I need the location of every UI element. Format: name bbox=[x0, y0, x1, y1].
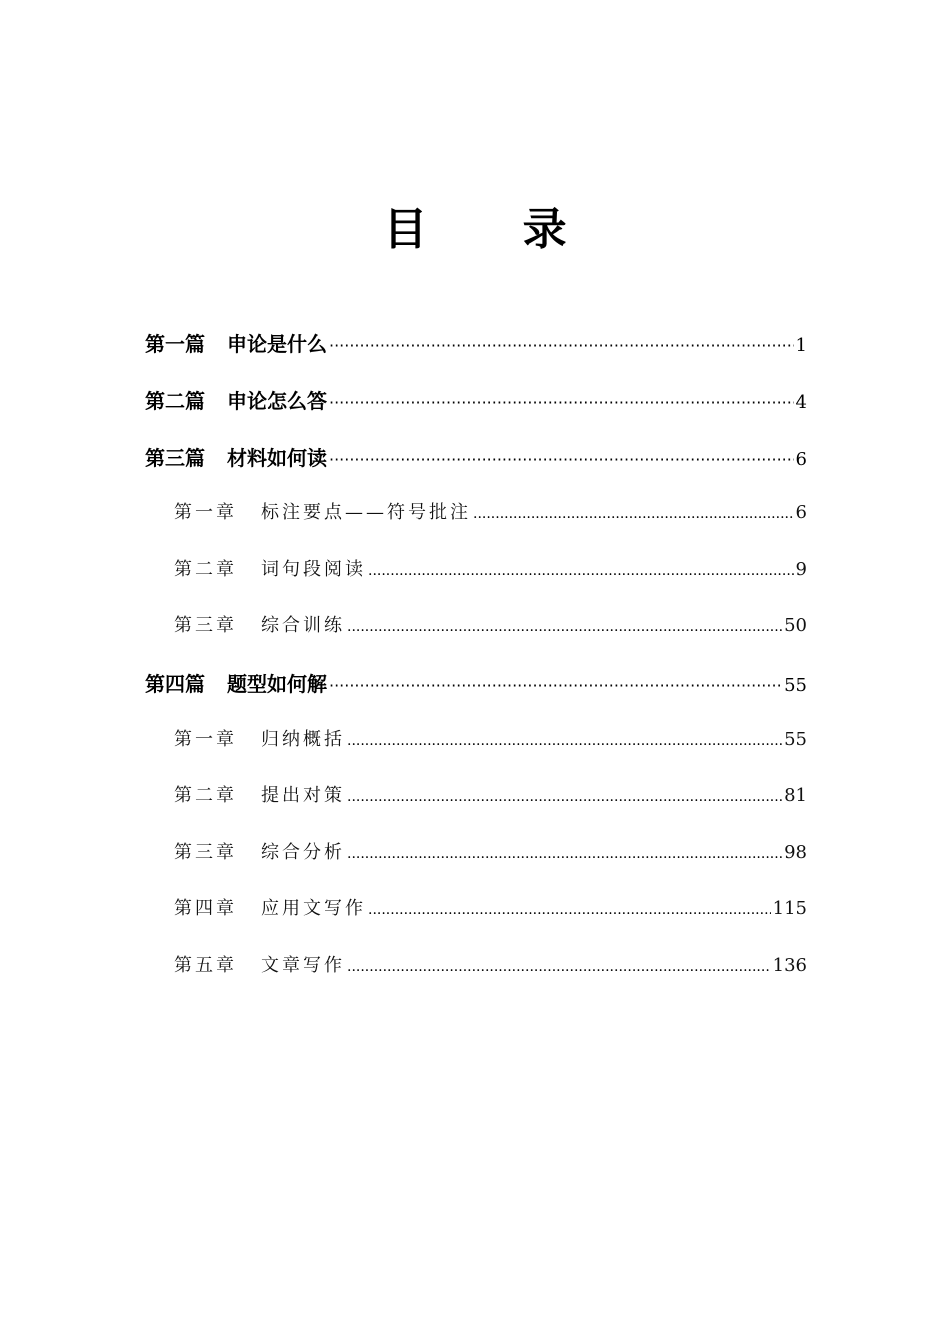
entry-page-number: 6 bbox=[795, 502, 807, 523]
dot-leader bbox=[473, 500, 794, 527]
toc-entry-chapter[interactable] bbox=[174, 783, 807, 810]
entry-title: 题型如何解 bbox=[227, 672, 327, 696]
dot-leader bbox=[329, 330, 794, 360]
dot-leader bbox=[329, 444, 794, 474]
entry-title: 文章写作 bbox=[261, 955, 345, 976]
toc-entry-chapter[interactable] bbox=[174, 953, 807, 980]
entry-number: 第一篇 bbox=[145, 332, 205, 356]
entry-number: 第三章 bbox=[174, 615, 237, 636]
dot-leader bbox=[347, 727, 782, 754]
entry-title: 标注要点——符号批注 bbox=[261, 502, 471, 523]
entry-page-number: 136 bbox=[772, 955, 807, 976]
entry-number: 第二章 bbox=[174, 559, 237, 580]
toc-entry-chapter[interactable] bbox=[174, 557, 807, 584]
toc-entry-part-1[interactable] bbox=[145, 330, 807, 360]
dot-leader bbox=[347, 840, 782, 867]
entry-number: 第三篇 bbox=[145, 446, 205, 470]
toc-entry-chapter[interactable] bbox=[174, 896, 807, 923]
entry-title: 词句段阅读 bbox=[261, 559, 366, 580]
entry-title: 申论怎么答 bbox=[227, 389, 327, 413]
entry-title: 申论是什么 bbox=[227, 332, 327, 356]
entry-title: 综合分析 bbox=[261, 842, 345, 863]
entry-page-number: 98 bbox=[784, 842, 807, 863]
entry-title: 应用文写作 bbox=[261, 898, 366, 919]
toc-entry-part-4[interactable] bbox=[145, 670, 807, 700]
entry-page-number: 4 bbox=[795, 392, 807, 413]
dot-leader bbox=[368, 557, 794, 584]
dot-leader bbox=[329, 387, 794, 417]
entry-page-number: 1 bbox=[795, 335, 807, 356]
entry-title: 综合训练 bbox=[261, 615, 345, 636]
entry-number: 第四篇 bbox=[145, 672, 205, 696]
entry-page-number: 6 bbox=[795, 449, 807, 470]
entry-number: 第三章 bbox=[174, 842, 237, 863]
toc-title: 目 录 bbox=[383, 204, 607, 255]
entry-page-number: 9 bbox=[795, 559, 807, 580]
dot-leader bbox=[329, 670, 782, 700]
entry-page-number: 50 bbox=[784, 615, 807, 636]
entry-number: 第二章 bbox=[174, 785, 237, 806]
dot-leader bbox=[347, 613, 782, 640]
toc-entry-chapter[interactable] bbox=[174, 840, 807, 867]
entry-number: 第二篇 bbox=[145, 389, 205, 413]
dot-leader bbox=[368, 896, 771, 923]
toc-entry-part-3[interactable] bbox=[145, 444, 807, 474]
entry-number: 第一章 bbox=[174, 502, 237, 523]
toc-entry-part-2[interactable] bbox=[145, 387, 807, 417]
entry-title: 提出对策 bbox=[261, 785, 345, 806]
dot-leader bbox=[347, 953, 771, 980]
toc-entry-chapter[interactable] bbox=[174, 613, 807, 640]
entry-title: 材料如何读 bbox=[227, 446, 327, 470]
toc-entry-chapter[interactable] bbox=[174, 727, 807, 754]
entry-number: 第四章 bbox=[174, 898, 237, 919]
entry-page-number: 81 bbox=[784, 785, 807, 806]
entry-page-number: 55 bbox=[784, 729, 807, 750]
entry-title: 归纳概括 bbox=[261, 729, 345, 750]
dot-leader bbox=[347, 783, 782, 810]
entry-page-number: 115 bbox=[772, 898, 807, 919]
entry-number: 第五章 bbox=[174, 955, 237, 976]
entry-number: 第一章 bbox=[174, 729, 237, 750]
entry-page-number: 55 bbox=[784, 675, 807, 696]
toc-entry-chapter[interactable] bbox=[174, 500, 807, 527]
